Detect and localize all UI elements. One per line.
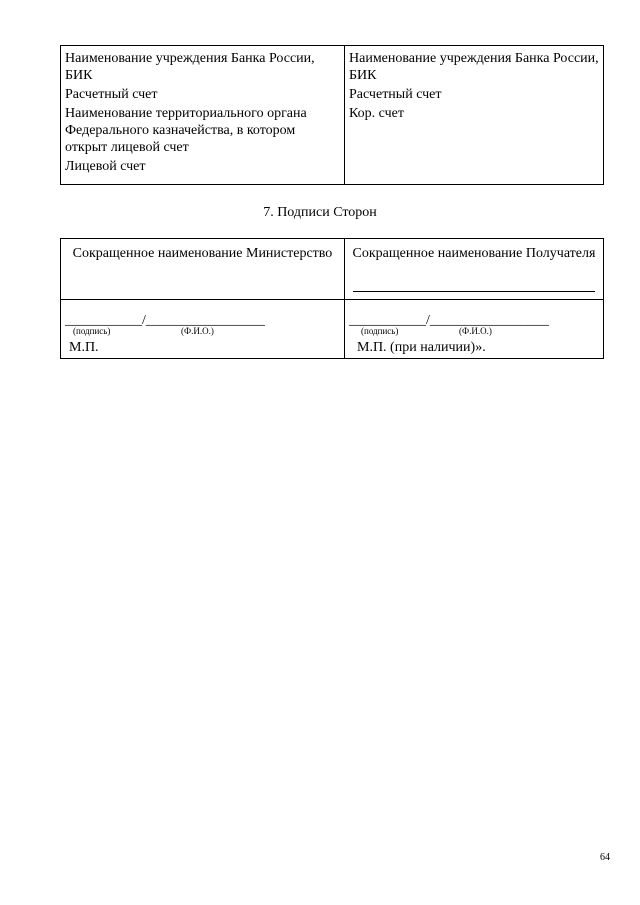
bank-details-left-cell [61,46,345,184]
bank-details-table [60,45,604,185]
signatures-row [61,300,603,358]
recipient-stamp-label: М.П. (при наличии)». [357,340,486,355]
ministry-stamp-label: М.П. [69,340,99,355]
personal-account-label: Лицевой счет [65,159,146,174]
ministry-caption-sign: (подпись) [73,326,111,336]
page-number: 64 [600,852,610,863]
recipient-signature-line: ___________/_________________ [349,313,549,328]
section-title: 7. Подписи Сторон [263,205,377,220]
recipient-header: Сокращенное наименование Получателя [352,246,596,261]
ministry-header-cell [61,239,345,299]
ministry-signature-cell [61,300,345,358]
bank-name-bik-label: Наименование учреждения Банка России, БИК [65,51,315,83]
treasury-body-label: Наименование территориального органа Федерального казначейства, в котором открыт лицевой счет [65,106,307,155]
ministry-caption-fio: (Ф.И.О.) [181,326,214,336]
bank-name-bik-label-right: Наименование учреждения Банка России, БИК [349,51,599,83]
bank-details-right-cell [345,46,603,184]
settlement-account-label-right: Расчетный счет [349,87,442,102]
signatures-header-row [61,239,603,300]
recipient-signature-cell [345,300,603,358]
settlement-account-label: Расчетный счет [65,87,158,102]
correspondent-account-label: Кор. счет [349,106,404,121]
signatures-table [60,238,604,359]
ministry-header: Сокращенное наименование Министерство [72,246,333,261]
recipient-caption-fio: (Ф.И.О.) [459,326,492,336]
recipient-name-underline [353,291,595,292]
recipient-caption-sign: (подпись) [361,326,399,336]
recipient-header-cell [345,239,603,299]
ministry-signature-line: ___________/_________________ [65,313,265,328]
